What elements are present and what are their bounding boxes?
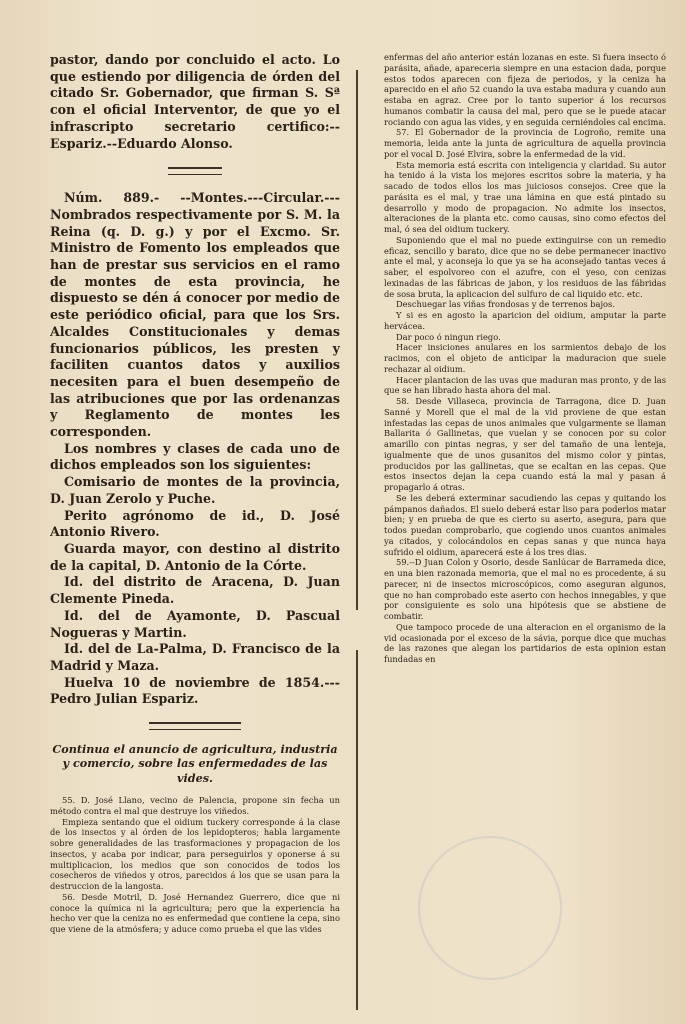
notice-paragraph: Id. del distrito de Aracena, D. Juan Clemente Pineda.: [50, 574, 340, 607]
notice-paragraph: Núm. 889.- --Montes.---Circular.---Nombrados respectivamente por S. M. la Reina (q. D. g.) y por el Excmo. Sr. Ministro de Fomento los empleados que han de prestar sus servicios en el ramo de montes de esta provincia, he dispuesto se dén á conocer por medio de este periódico oficial, para que los Srs. Alcaldes Constitucionales y demas funcionarios públicos, les presten y faciliten cuantos datos y auxilios necesiten para el buen desempeño de las atribuciones que por las ordenanzas y Reglamento de montes les corresponden.: [50, 190, 340, 440]
article-paragraph: Que tampoco procede de una alteracion en el organismo de la vid ocasionada por el exceso de la sávia, porque dice que muchas de las razones que alegan los partidarios de esta opinion estan fundadas en: [384, 621, 666, 664]
article-paragraph: Suponiendo que el mal no puede extinguirse con un remedio eficaz, sencillo y barato, dice que no se debe permanecer inactivo ante el mal, y aconseja lo que ya se ha aconsejado tantas veces á saber, el espolvoreo con el azufre, con el yeso, con cenizas lexinadas de las fábricas de jabon, y los residuos de las fábridas de sosa bruta, la aplicacion del sulfuro de cal liquido etc. etc.: [384, 234, 666, 299]
column-rule: [356, 650, 358, 1010]
closing-paragraph: pastor, dando por concluido el acto. Lo que estiendo por diligencia de órden del citado Sr. Gobernador, que firman S. Sª con el oficial Interventor, de que yo el infrascripto secretario certifico:--Espariz.--Eduardo Alonso.: [50, 52, 340, 151]
article-paragraph: Empieza sentando que el oidium tuckery corresponde á la clase de los insectos y al órden de los lepidopteros; habla largamente sobre generalidades de las trasformaciones y propagacion de los insectos, y acaba por indicar, para perseguirlos y oponerse á su multiplicacion, los medios que son conocidos de todos los cosecheros de viñedos y otros, parecidos á los que se usan para la destruccion de la langosta.: [50, 816, 340, 892]
column-rule: [356, 70, 358, 610]
notice-paragraph: Id. del de La-Palma, D. Francisco de la Madrid y Maza.: [50, 641, 340, 673]
article-paragraph: Y si es en agosto la aparicion del oidium, amputar la parte hervácea.: [384, 310, 666, 331]
article-paragraph: 58. Desde Villaseca, provincia de Tarragona, dice D. Juan Sanné y Morell que el mal de la vid proviene de que estan infestadas las cepas de unos animales que vulgarmente se llaman Ballarita ó Gallinetas, que vuelan y se conocen por su color amarillo con pintas negras, y ser del tamaño de una lenteja, igualmente que de unos gusanitos del mismo color y pintas, producidos por las gallinetas, que se ecaltan en las cepas. Que estos insectos dejan la cepa cuando está la mal y pasan á propagarlo á otras.: [384, 396, 666, 492]
article-paragraph: Hacer plantacion de las uvas que maduran mas pronto, y de las que se han librado hasta ahora del mal.: [384, 374, 666, 396]
notice-signature: Huelva 10 de noviembre de 1854.---Pedro Julian Espariz.: [50, 674, 340, 707]
notice-paragraph: Id. del de Ayamonte, D. Pascual Nogueras y Martin.: [50, 607, 340, 640]
right-column: [384, 52, 666, 1014]
article-paragraph: Hacer insiciones anulares en los sarmientos debajo de los racimos, con el objeto de anticipar la maduracion que suele rechazar al oidium.: [384, 342, 666, 374]
article-paragraph: Deschuegar las viñas frondosas y de terrenos bajos.: [396, 299, 615, 310]
section-divider: [168, 167, 222, 175]
notice-paragraph: Perito agrónomo de id., D. José Antonio Rivero.: [50, 507, 340, 540]
article-paragraph: Se les deberá exterminar sacudiendo las cepas y quitando los pámpanos dañados. El suelo deberá estar liso para poderlos matar bien; y en prueba de que es cierto su aserto, asegura, para que todos puedan comprobarlo, que cogiendo unos cuantos animales ya citados, y colocándolos en cepas sanas y que nunca haya sufrido el oidium, aparecerá este á los tres dias.: [384, 492, 666, 557]
article-paragraph: Esta memoria está escrita con inteligencia y claridad. Su autor ha tenido á la vista los mejores escritos sobre la materia, y ha sacado de todos ellos los mas juiciosos consejos. Cree que la parásita es el mal, y trae una lámina en que está pintado su desarrollo y modo de propagacion. No admite los insectos, alteraciones de la planta etc. como causas, sino como efectos del mal, ó sea del oidium tuckery.: [384, 159, 666, 234]
notice-paragraph: Comisario de montes de la provincia, D. Juan Zerolo y Puche.: [50, 474, 340, 506]
section-divider: [149, 722, 241, 730]
article-paragraph: 56. Desde Motril, D. José Hernandez Guerrero, dice que ni conoce la química ni la agricultura; pero que la experiencia ha hecho ver que la ceniza no es enfermedad que contiene la cepa, sino que viene de la atmósfera; y aduce como prueba el que las vides: [50, 891, 340, 935]
article-paragraph: 59.--D Juan Colon y Osorio, desde Sanlúcar de Barrameda dice, en una bien razonada memoria, que el mal no es procedente, á su parecer, ni de insectos microscópicos, como aseguran algunos, que no han comprobado este aserto con hechos innegables, y que por consiguiente es solo una hipótesis que se abstiene de combatir.: [384, 557, 666, 621]
article-paragraph: enfermas del año anterior están lozanas en este. Si fuera insecto ó parásita, añade, apareceria siempre en una estacion dada, porque estos todos aparecen con fijeza de periodos, y la ceniza ha aparecido en el año 52 cuando la uva estaba madura y cuando aun estaba en agraz. Cree por lo tanto superior á los recursos humanos combatir la causa del mal, pero que se le puede atacar rociando con agua las vides, y en seguida cerniéndoles cal encima.: [384, 52, 666, 127]
article-paragraph: 55. D. José Llano, vecino de Palencia, propone sin fecha un método contra el mal que destruye los viñedos.: [50, 795, 340, 816]
section-title: Continua el anuncio de agricultura, industria y comercio, sobre las enfermedades de las vides.: [52, 742, 338, 785]
article-paragraph: 57. El Gobernador de la provincia de Logroño, remite una memoria, leida ante la junta de agricultura de aquella provincia por el vocal D. José Elvira, sobre la enfermedad de la vid.: [384, 127, 666, 159]
article-paragraph: Dar poco ó ningun riego.: [396, 331, 501, 342]
left-column: [50, 52, 340, 1014]
notice-paragraph: Los nombres y clases de cada uno de dichos empleados son los siguientes:: [50, 440, 340, 473]
notice-paragraph: Guarda mayor, con destino al distrito de la capital, D. Antonio de la Córte.: [50, 540, 340, 573]
